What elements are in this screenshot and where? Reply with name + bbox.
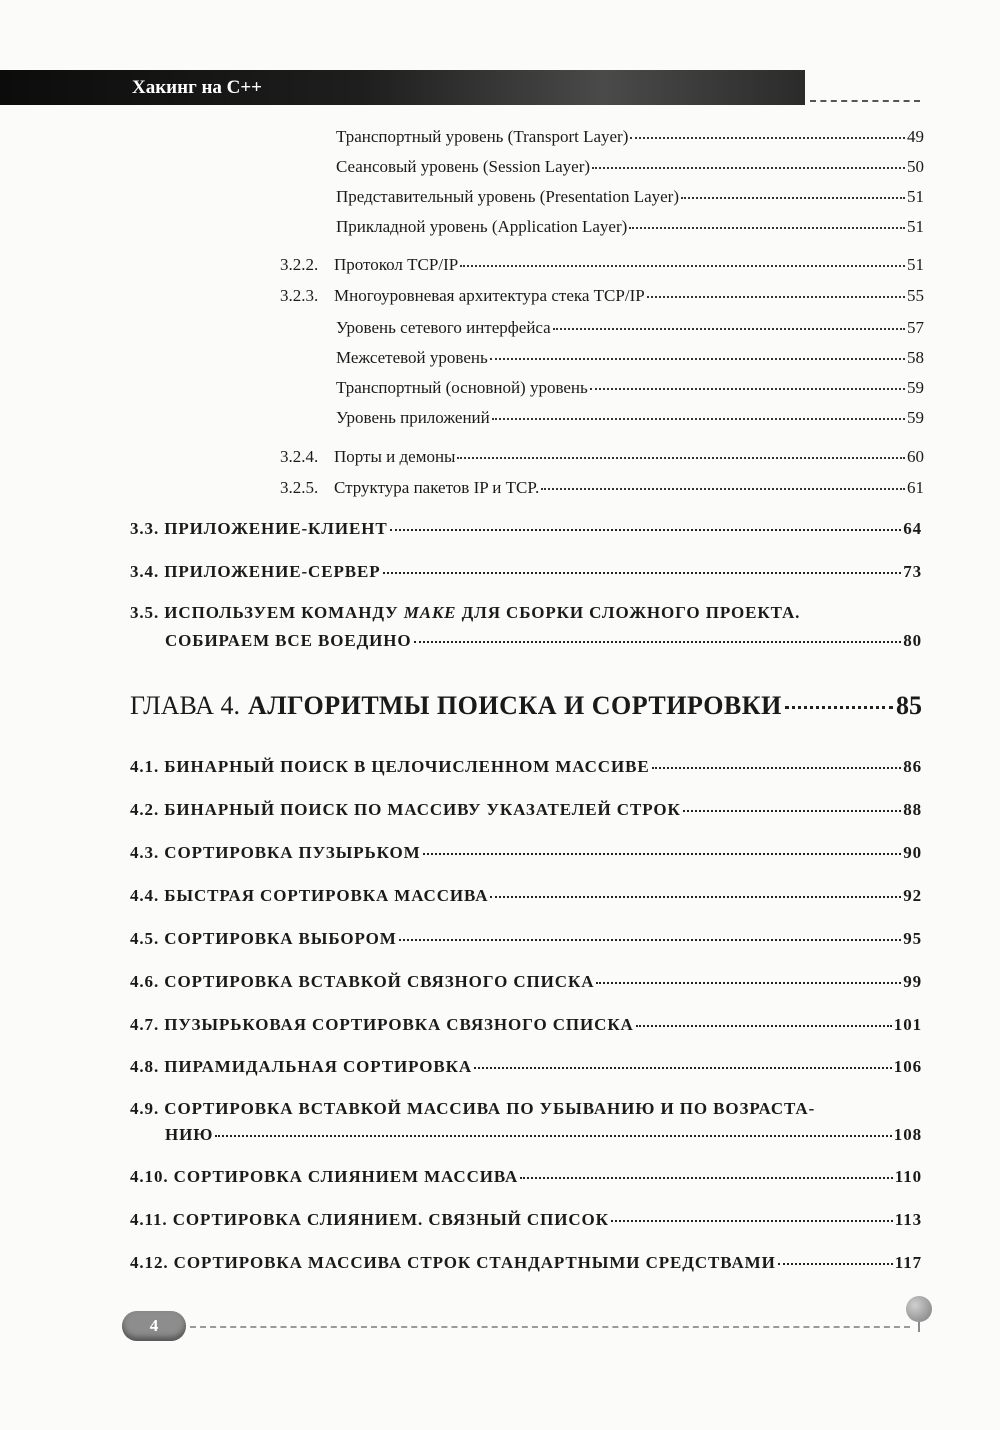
dot-leader xyxy=(423,853,902,855)
toc-entry-label: Уровень приложений xyxy=(336,408,490,427)
toc-section-page: 92 xyxy=(903,886,922,905)
toc-section-page: 108 xyxy=(893,1125,922,1144)
toc-section-label-em: MAKE xyxy=(403,603,457,622)
toc-section-label: ПРИЛОЖЕНИЕ-КЛИЕНТ xyxy=(164,519,388,538)
toc-section-number: 4.7. xyxy=(130,1015,160,1034)
chapter-heading[interactable] xyxy=(130,691,922,731)
toc-section-number: 4.3. xyxy=(130,843,160,862)
toc-section-number: 4.1. xyxy=(130,757,160,776)
toc-section-page: 99 xyxy=(903,972,922,991)
dot-leader xyxy=(647,296,905,298)
toc-entry-page: 57 xyxy=(907,318,924,337)
toc-section-label: СОРТИРОВКА МАССИВА СТРОК СТАНДАРТНЫМИ СРЕДСТВАМИ xyxy=(173,1253,776,1272)
dot-leader xyxy=(785,706,893,709)
toc-section-number: 4.5. xyxy=(130,929,160,948)
toc-section-label: ПИРАМИДАЛЬНАЯ СОРТИРОВКА xyxy=(164,1057,473,1076)
chapter-prefix: ГЛАВА 4. xyxy=(130,691,240,720)
dot-leader xyxy=(490,896,901,898)
dot-leader xyxy=(490,358,905,360)
toc-section-page: 117 xyxy=(894,1253,922,1272)
toc-entry-number: 3.2.3. xyxy=(280,286,319,305)
toc-entry-label: Сеансовый уровень (Session Layer) xyxy=(336,157,591,176)
toc-section-label: СОРТИРОВКА СЛИЯНИЕМ МАССИВА xyxy=(173,1167,519,1186)
toc-section-label-cont: НИЮ xyxy=(165,1125,214,1144)
dot-leader xyxy=(390,529,902,531)
toc-section-page: 86 xyxy=(903,757,922,776)
toc-entry[interactable] xyxy=(280,478,924,498)
toc-entry-label: Протокол TCP/IP xyxy=(334,255,459,274)
toc-section-page: 106 xyxy=(893,1057,922,1076)
toc-entry[interactable] xyxy=(280,447,924,467)
toc-entry-page: 51 xyxy=(907,255,924,274)
running-header-title: Хакинг на С++ xyxy=(132,77,263,98)
toc-section-label: БИНАРНЫЙ ПОИСК ПО МАССИВУ УКАЗАТЕЛЕЙ СТРОК xyxy=(164,800,681,819)
toc-entry[interactable] xyxy=(336,157,924,177)
toc-section-line1[interactable] xyxy=(130,1099,815,1119)
toc-entry[interactable] xyxy=(280,286,924,306)
dot-leader xyxy=(652,767,902,769)
toc-section[interactable] xyxy=(130,1167,922,1187)
header-dashed-rule xyxy=(810,100,920,102)
toc-entry-page: 60 xyxy=(907,447,924,466)
dot-leader xyxy=(778,1263,893,1265)
toc-entry-label: Транспортный (основной) уровень xyxy=(336,378,588,397)
toc-entry-page: 58 xyxy=(907,348,924,367)
pin-icon xyxy=(906,1296,932,1322)
toc-entry-page: 51 xyxy=(907,187,924,206)
toc-entry[interactable] xyxy=(336,318,924,338)
toc-entry[interactable] xyxy=(336,408,924,428)
dot-leader xyxy=(460,265,905,267)
toc-section-line2[interactable] xyxy=(165,1125,922,1145)
dot-leader xyxy=(457,457,905,459)
dot-leader xyxy=(541,488,905,490)
toc-section-page: 90 xyxy=(903,843,922,862)
toc-section-label-pre: ИСПОЛЬЗУЕМ КОМАНДУ xyxy=(164,603,404,622)
toc-entry-label: Структура пакетов IP и TCP. xyxy=(334,478,540,497)
dot-leader xyxy=(683,810,901,812)
dot-leader xyxy=(414,641,902,643)
toc-section[interactable] xyxy=(130,843,922,863)
toc-entry[interactable] xyxy=(280,255,924,275)
dot-leader xyxy=(553,328,905,330)
toc-entry-label: Транспортный уровень (Transport Layer) xyxy=(336,127,629,146)
toc-entry-number: 3.2.4. xyxy=(280,447,319,466)
toc-entry[interactable] xyxy=(336,217,924,237)
toc-section-number: 3.5. xyxy=(130,603,160,622)
dot-leader xyxy=(630,137,905,139)
toc-section[interactable] xyxy=(130,800,922,820)
toc-section[interactable] xyxy=(130,1210,922,1230)
toc-section[interactable] xyxy=(130,1253,922,1273)
toc-section[interactable] xyxy=(130,972,922,992)
toc-section-page: 95 xyxy=(903,929,922,948)
toc-section[interactable] xyxy=(130,1057,922,1077)
toc-entry[interactable] xyxy=(336,127,924,147)
dot-leader xyxy=(681,197,905,199)
toc-entry-label: Уровень сетевого интерфейса xyxy=(336,318,551,337)
toc-section-label: СОРТИРОВКА ПУЗЫРЬКОМ xyxy=(164,843,421,862)
toc-section[interactable] xyxy=(130,562,922,582)
toc-entry-number: 3.2.5. xyxy=(280,478,319,497)
toc-entry-label: Прикладной уровень (Application Layer) xyxy=(336,217,628,236)
toc-entry[interactable] xyxy=(336,187,924,207)
toc-entry[interactable] xyxy=(336,378,924,398)
toc-section-number: 4.12. xyxy=(130,1253,169,1272)
toc-section-number: 4.9. xyxy=(130,1099,160,1118)
dot-leader xyxy=(399,939,901,941)
toc-entry-page: 59 xyxy=(907,408,924,427)
toc-section-page: 64 xyxy=(903,519,922,538)
toc-section[interactable] xyxy=(130,929,922,949)
toc-entry-label: Представительный уровень (Presentation Layer) xyxy=(336,187,679,206)
toc-entry-page: 55 xyxy=(907,286,924,305)
toc-section[interactable] xyxy=(130,886,922,906)
toc-section[interactable] xyxy=(130,757,922,777)
toc-section-page: 73 xyxy=(903,562,922,581)
toc-entry[interactable] xyxy=(336,348,924,368)
toc-section-page: 113 xyxy=(894,1210,922,1229)
toc-entry-page: 59 xyxy=(907,378,924,397)
toc-section-label: БИНАРНЫЙ ПОИСК В ЦЕЛОЧИСЛЕННОМ МАССИВЕ xyxy=(164,757,650,776)
dot-leader xyxy=(492,418,905,420)
footer-dashed-rule xyxy=(190,1326,910,1328)
toc-section-page: 101 xyxy=(893,1015,922,1034)
toc-entry-label: Порты и демоны xyxy=(334,447,456,466)
dot-leader xyxy=(596,982,901,984)
toc-section-label: СОРТИРОВКА ВСТАВКОЙ СВЯЗНОГО СПИСКА xyxy=(164,972,595,991)
toc-section-label-post: ДЛЯ СБОРКИ СЛОЖНОГО ПРОЕКТА. xyxy=(456,603,801,622)
dot-leader xyxy=(592,167,905,169)
toc-entry-label: Многоуровневая архитектура стека TCP/IP xyxy=(334,286,645,305)
page-number: 4 xyxy=(149,1316,159,1335)
toc-section-number: 4.11. xyxy=(130,1210,168,1229)
dot-leader xyxy=(383,572,902,574)
dot-leader xyxy=(520,1177,893,1179)
toc-section-label: БЫСТРАЯ СОРТИРОВКА МАССИВА xyxy=(164,886,489,905)
toc-entry-page: 51 xyxy=(907,217,924,236)
toc-section-number: 4.4. xyxy=(130,886,160,905)
toc-section-number: 4.6. xyxy=(130,972,160,991)
dot-leader xyxy=(629,227,905,229)
toc-section-label: СОРТИРОВКА СЛИЯНИЕМ. СВЯЗНЫЙ СПИСОК xyxy=(172,1210,609,1229)
toc-section-line1[interactable] xyxy=(130,603,800,623)
toc-section-line2[interactable] xyxy=(165,631,922,651)
toc-section-number: 4.10. xyxy=(130,1167,169,1186)
toc-section[interactable] xyxy=(130,519,922,539)
toc-section-label: ПУЗЫРЬКОВАЯ СОРТИРОВКА СВЯЗНОГО СПИСКА xyxy=(164,1015,634,1034)
chapter-page: 85 xyxy=(896,691,922,720)
toc-section-label: СОРТИРОВКА ВСТАВКОЙ МАССИВА ПО УБЫВАНИЮ И ПО ВОЗРАСТА- xyxy=(164,1099,816,1118)
toc-section-number: 4.8. xyxy=(130,1057,160,1076)
toc-section-number: 3.3. xyxy=(130,519,160,538)
toc-entry-page: 49 xyxy=(907,127,924,146)
toc-section-page: 88 xyxy=(903,800,922,819)
dot-leader xyxy=(590,388,905,390)
toc-entry-label: Межсетевой уровень xyxy=(336,348,488,367)
dot-leader xyxy=(474,1067,892,1069)
toc-section[interactable] xyxy=(130,1015,922,1035)
toc-entry-number: 3.2.2. xyxy=(280,255,319,274)
chapter-title: АЛГОРИТМЫ ПОИСКА И СОРТИРОВКИ xyxy=(247,691,782,720)
toc-entry-page: 61 xyxy=(907,478,924,497)
dot-leader xyxy=(215,1135,892,1137)
toc-section-page: 110 xyxy=(894,1167,922,1186)
toc-section-label: ПРИЛОЖЕНИЕ-СЕРВЕР xyxy=(164,562,381,581)
dot-leader xyxy=(611,1220,893,1222)
toc-section-label: СОРТИРОВКА ВЫБОРОМ xyxy=(164,929,397,948)
dot-leader xyxy=(636,1025,892,1027)
toc-section-page: 80 xyxy=(903,631,922,650)
toc-entry-page: 50 xyxy=(907,157,924,176)
toc-section-number: 3.4. xyxy=(130,562,160,581)
toc-section-number: 4.2. xyxy=(130,800,160,819)
toc-section-label-cont: СОБИРАЕМ ВСЕ ВОЕДИНО xyxy=(165,631,412,650)
running-header-bar xyxy=(0,70,805,105)
pin-stem xyxy=(918,1322,920,1332)
